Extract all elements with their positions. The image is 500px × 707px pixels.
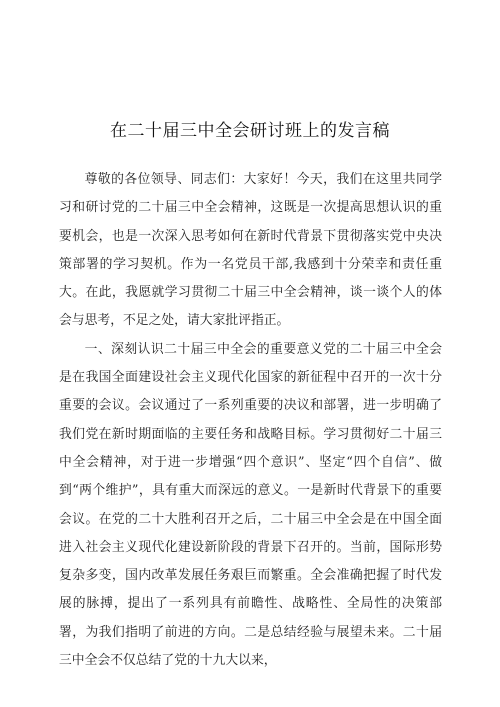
document-body (59, 166, 442, 675)
paragraph-greeting: 尊敬的各位领导、同志们：大家好！今天，我们在这里共同学习和研讨党的二十届三中全会精神，这既是一次提高思想认识的重要机会，也是一次深入思考如何在新时代背景下贯彻落实党中央决策部署的学习契机。作为一名党员干部,我感到十分荣幸和责任重大。在此，我愿就学习贯彻二十届三中全会精神，谈一谈个人的体会与思考，不足之处，请大家批评指正。 (59, 172, 442, 329)
document-title: 在二十届三中全会研讨班上的发言稿 (110, 121, 390, 141)
paragraph-section-one: 一、深刻认识二十届三中全会的重要意义党的二十届三中全会是在我国全面建设社会主义现代化国家的新征程中召开的一次十分重要的会议。会议通过了一系列重要的决议和部署，进一步明确了我们党在新时期面临的主要任务和战略目标。学习贯彻好二十届三中全会精神，对于进一步增强“四个意识”、坚定“四个自信”、做到“两个维护”，具有重大而深远的意义。一是新时代背景下的重要会议。在党的二十大胜利召开之后，二十届三中全会是在中国全面进入社会主义现代化建设新阶段的背景下召开的。当前，国际形势复杂多变，国内改革发展任务艰巨而繁重。全会准确把握了时代发展的脉搏，提出了一系列具有前瞻性、战略性、全局性的决策部署，为我们指明了前进的方向。二是总结经验与展望未来。二十届三中全会不仅总结了党的十九大以来， (59, 341, 442, 669)
